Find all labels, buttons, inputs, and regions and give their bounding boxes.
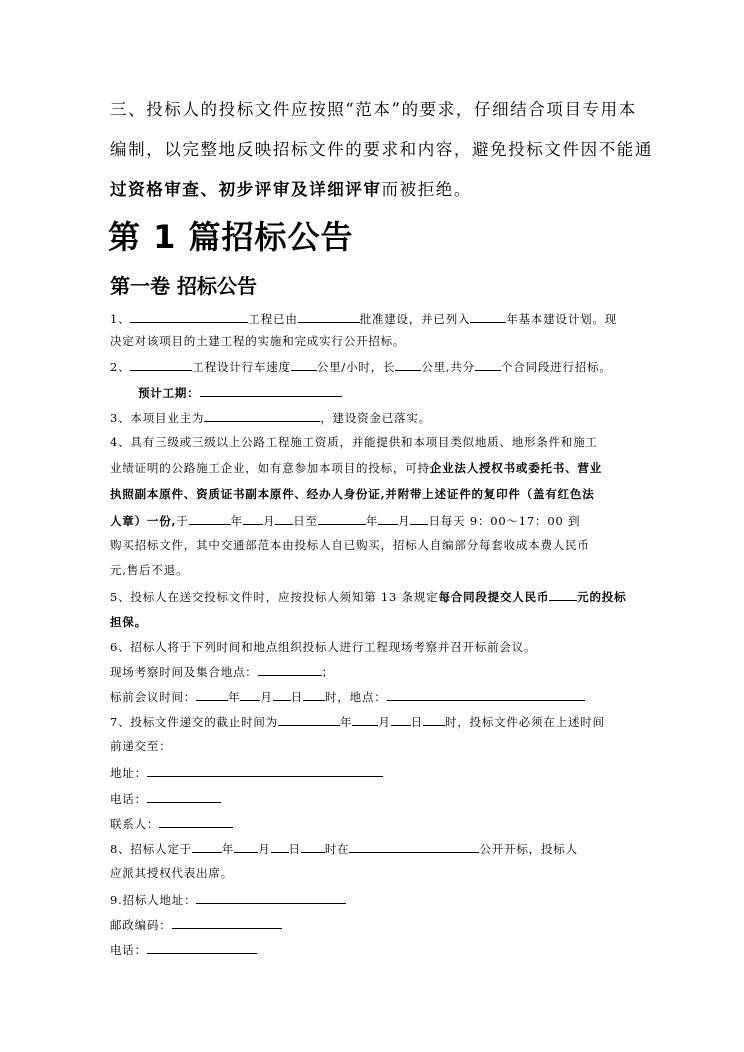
- item-4-line-2: [110, 460, 602, 476]
- item-8-at: 时在: [324, 842, 350, 856]
- item-8-day: 日: [288, 842, 301, 856]
- item-8-text: 8、招标人定于: [110, 842, 192, 856]
- item-8-line-1: [110, 840, 578, 856]
- item-4-line-5: 购买招标文件，其中交通部范本由投标人自已购买，招标人自编部分每套收成本费人民币: [110, 538, 590, 552]
- blank-pre-bid-day: [273, 688, 291, 701]
- blank-opening-month: [234, 840, 258, 853]
- blank-end-year: [318, 512, 366, 525]
- blank-zip: [172, 916, 282, 929]
- item-4-bold-c: 人章）一份,: [110, 514, 177, 528]
- pre-bid-month: 月: [260, 690, 273, 704]
- item-2-line-1: [110, 358, 612, 374]
- blank-speed: [291, 358, 317, 371]
- intro-line-3-rest: 而被拒绝。: [381, 180, 472, 199]
- address-label: 地址：: [110, 766, 147, 780]
- item-4-bold-a: 企业法人授权书或委托书、营业: [429, 461, 602, 475]
- volume-heading: 第一卷 招标公告: [110, 274, 257, 298]
- item-1-line-2: 决定对该项目的土建工程的实施和完成实行公开招标。: [110, 334, 406, 348]
- phone-label: 电话：: [110, 792, 147, 806]
- item-1-text-b: 批准建设，并已列入: [359, 312, 471, 326]
- zip-line: [110, 916, 282, 932]
- item-1-line-1: [110, 310, 617, 326]
- intro-emphasis: 过资格审查、初步评审及详细评审: [110, 180, 382, 199]
- blank-project-name: [130, 310, 248, 323]
- phone-2-line: [110, 941, 257, 957]
- item-2-number: 2、: [110, 360, 131, 374]
- blank-deadline-month: [352, 713, 378, 726]
- item-4-text: 业绩证明的公路施工企业，如有意参加本项目的投标，可持: [110, 461, 430, 475]
- item-5-bold-a: 每合同段提交人民币: [438, 590, 550, 604]
- blank-project: [130, 358, 192, 371]
- item-3-text-b: ，建设资金已落实。: [320, 411, 431, 425]
- item-4-line-6: 元,售后不退。: [110, 563, 189, 577]
- item-5-text: 5、投标人在送交投标文件时，应按投标人须知第 13 条规定: [110, 590, 439, 604]
- item-4-line-4: [110, 512, 580, 528]
- blank-opening-day: [271, 840, 289, 853]
- pre-bid-day: 日: [290, 690, 304, 704]
- item-7-day: 日: [410, 715, 423, 729]
- item-6-line-1: 6、招标人将于下列时间和地点组织投标人进行工程现场考察并召开标前会议。: [110, 640, 537, 654]
- phone-2-label: 电话：: [110, 943, 147, 957]
- blank-end-day: [410, 512, 428, 525]
- blank-phone-2: [147, 941, 257, 954]
- item-5-line-1: [110, 588, 626, 604]
- item-2-line-2: [138, 384, 342, 400]
- item-4-month-b: 月: [398, 514, 411, 528]
- item-7-text: 7、投标文件递交的截止时间为: [110, 715, 279, 729]
- blank-deadline-day: [391, 713, 411, 726]
- item-8-text-b: 公开开标，投标人: [479, 842, 578, 856]
- item-8-line-2: 应派其授权代表出席。: [110, 866, 233, 880]
- blank-start-day: [275, 512, 293, 525]
- intro-line-3: [110, 176, 650, 200]
- item-4-from: 于: [176, 514, 189, 528]
- item-4-hours: 日每天 9：00～17：00 到: [428, 514, 581, 528]
- item-3-text-a: 3、本项目业主为: [110, 411, 205, 425]
- item-2-text-c: 公里,共分: [421, 360, 475, 374]
- item-5-line-2: 担保。: [110, 615, 147, 629]
- intro-line-1: 三、投标人的投标文件应按照“范本”的要求，仔细结合项目专用本: [110, 100, 637, 119]
- phone-line: [110, 790, 221, 806]
- item-7-month: 月: [378, 715, 391, 729]
- tenderer-address-label: 9.招标人地址：: [110, 893, 197, 907]
- blank-pre-bid-month: [240, 688, 260, 701]
- blank-owner: [204, 409, 320, 422]
- item-3: [110, 409, 431, 425]
- blank-length: [395, 358, 421, 371]
- item-1-text-a: 工程已由: [248, 312, 298, 326]
- item-4-year-a: 年: [230, 514, 243, 528]
- item-8-month: 月: [258, 842, 271, 856]
- blank-contact: [159, 815, 233, 828]
- intro-line-2: 编制，以完整地反映招标文件的要求和内容，避免投标文件因不能通: [110, 140, 653, 159]
- blank-duration: [200, 384, 342, 397]
- blank-site-visit: [258, 663, 322, 676]
- site-visit-end: ；: [321, 665, 334, 679]
- item-4-line-1: 4、具有三级或三级以上公路工程施工资质，并能提供和本项目类似地质、地形条件和施工: [110, 435, 598, 449]
- site-visit-label: 现场考察时间及集合地点：: [110, 665, 258, 679]
- blank-pre-bid-place: [387, 688, 585, 701]
- item-1-number: 1、: [110, 312, 131, 326]
- zip-label: 邮政编码：: [110, 918, 172, 932]
- item-7-year: 年: [340, 715, 353, 729]
- blank-pre-bid-hour: [303, 688, 325, 701]
- blank-phone: [147, 790, 221, 803]
- blank-pre-bid-year: [196, 688, 228, 701]
- item-4-year-b: 年: [365, 514, 379, 528]
- item-4-day-to: 日至: [293, 514, 318, 528]
- item-2-text-b: 公里/小时，长: [316, 360, 396, 374]
- blank-start-year: [189, 512, 231, 525]
- item-6-line-2: [110, 663, 334, 679]
- blank-approver: [298, 310, 360, 323]
- contact-label: 联系人：: [110, 817, 160, 831]
- pre-bid-year: 年: [228, 690, 241, 704]
- duration-label: 预计工期：: [138, 386, 200, 400]
- blank-end-month: [378, 512, 398, 525]
- blank-deadline-year: [278, 713, 340, 726]
- item-7-text-b: 时，投标文件必须在上述时间: [444, 715, 605, 729]
- blank-opening-place: [349, 840, 479, 853]
- item-6-line-3: [110, 688, 585, 704]
- pre-bid-place-label: 时，地点：: [325, 690, 387, 704]
- blank-start-month: [243, 512, 263, 525]
- item-9-line: [110, 891, 346, 907]
- blank-tenderer-address: [196, 891, 346, 904]
- item-5-bold-b: 元的投标: [577, 590, 627, 604]
- item-7-line-2: 前递交至：: [110, 739, 172, 753]
- item-2-text-d: 个合同段进行招标。: [500, 360, 612, 374]
- part-heading: 第 1 篇招标公告: [108, 218, 354, 256]
- blank-address: [147, 764, 383, 777]
- pre-bid-label: 标前会议时间：: [110, 690, 197, 704]
- blank-sections: [475, 358, 501, 371]
- blank-bond-amount: [549, 588, 577, 601]
- item-4-month-a: 月: [262, 514, 276, 528]
- item-2-text-a: 工程设计行车速度: [192, 360, 291, 374]
- blank-deadline-hour: [423, 713, 445, 726]
- item-1-text-c: 年基本建设计划。现: [506, 312, 618, 326]
- item-7-line-1: [110, 713, 605, 729]
- item-8-year: 年: [221, 842, 235, 856]
- contact-line: [110, 815, 233, 831]
- item-4-line-3: 执照副本原件、资质证书副本原件、经办人身份证,并附带上述证件的复印件（盖有红色法: [110, 487, 595, 501]
- blank-opening-hour: [301, 840, 325, 853]
- address-line: [110, 764, 383, 780]
- blank-plan-year: [470, 310, 506, 323]
- blank-opening-year: [192, 840, 222, 853]
